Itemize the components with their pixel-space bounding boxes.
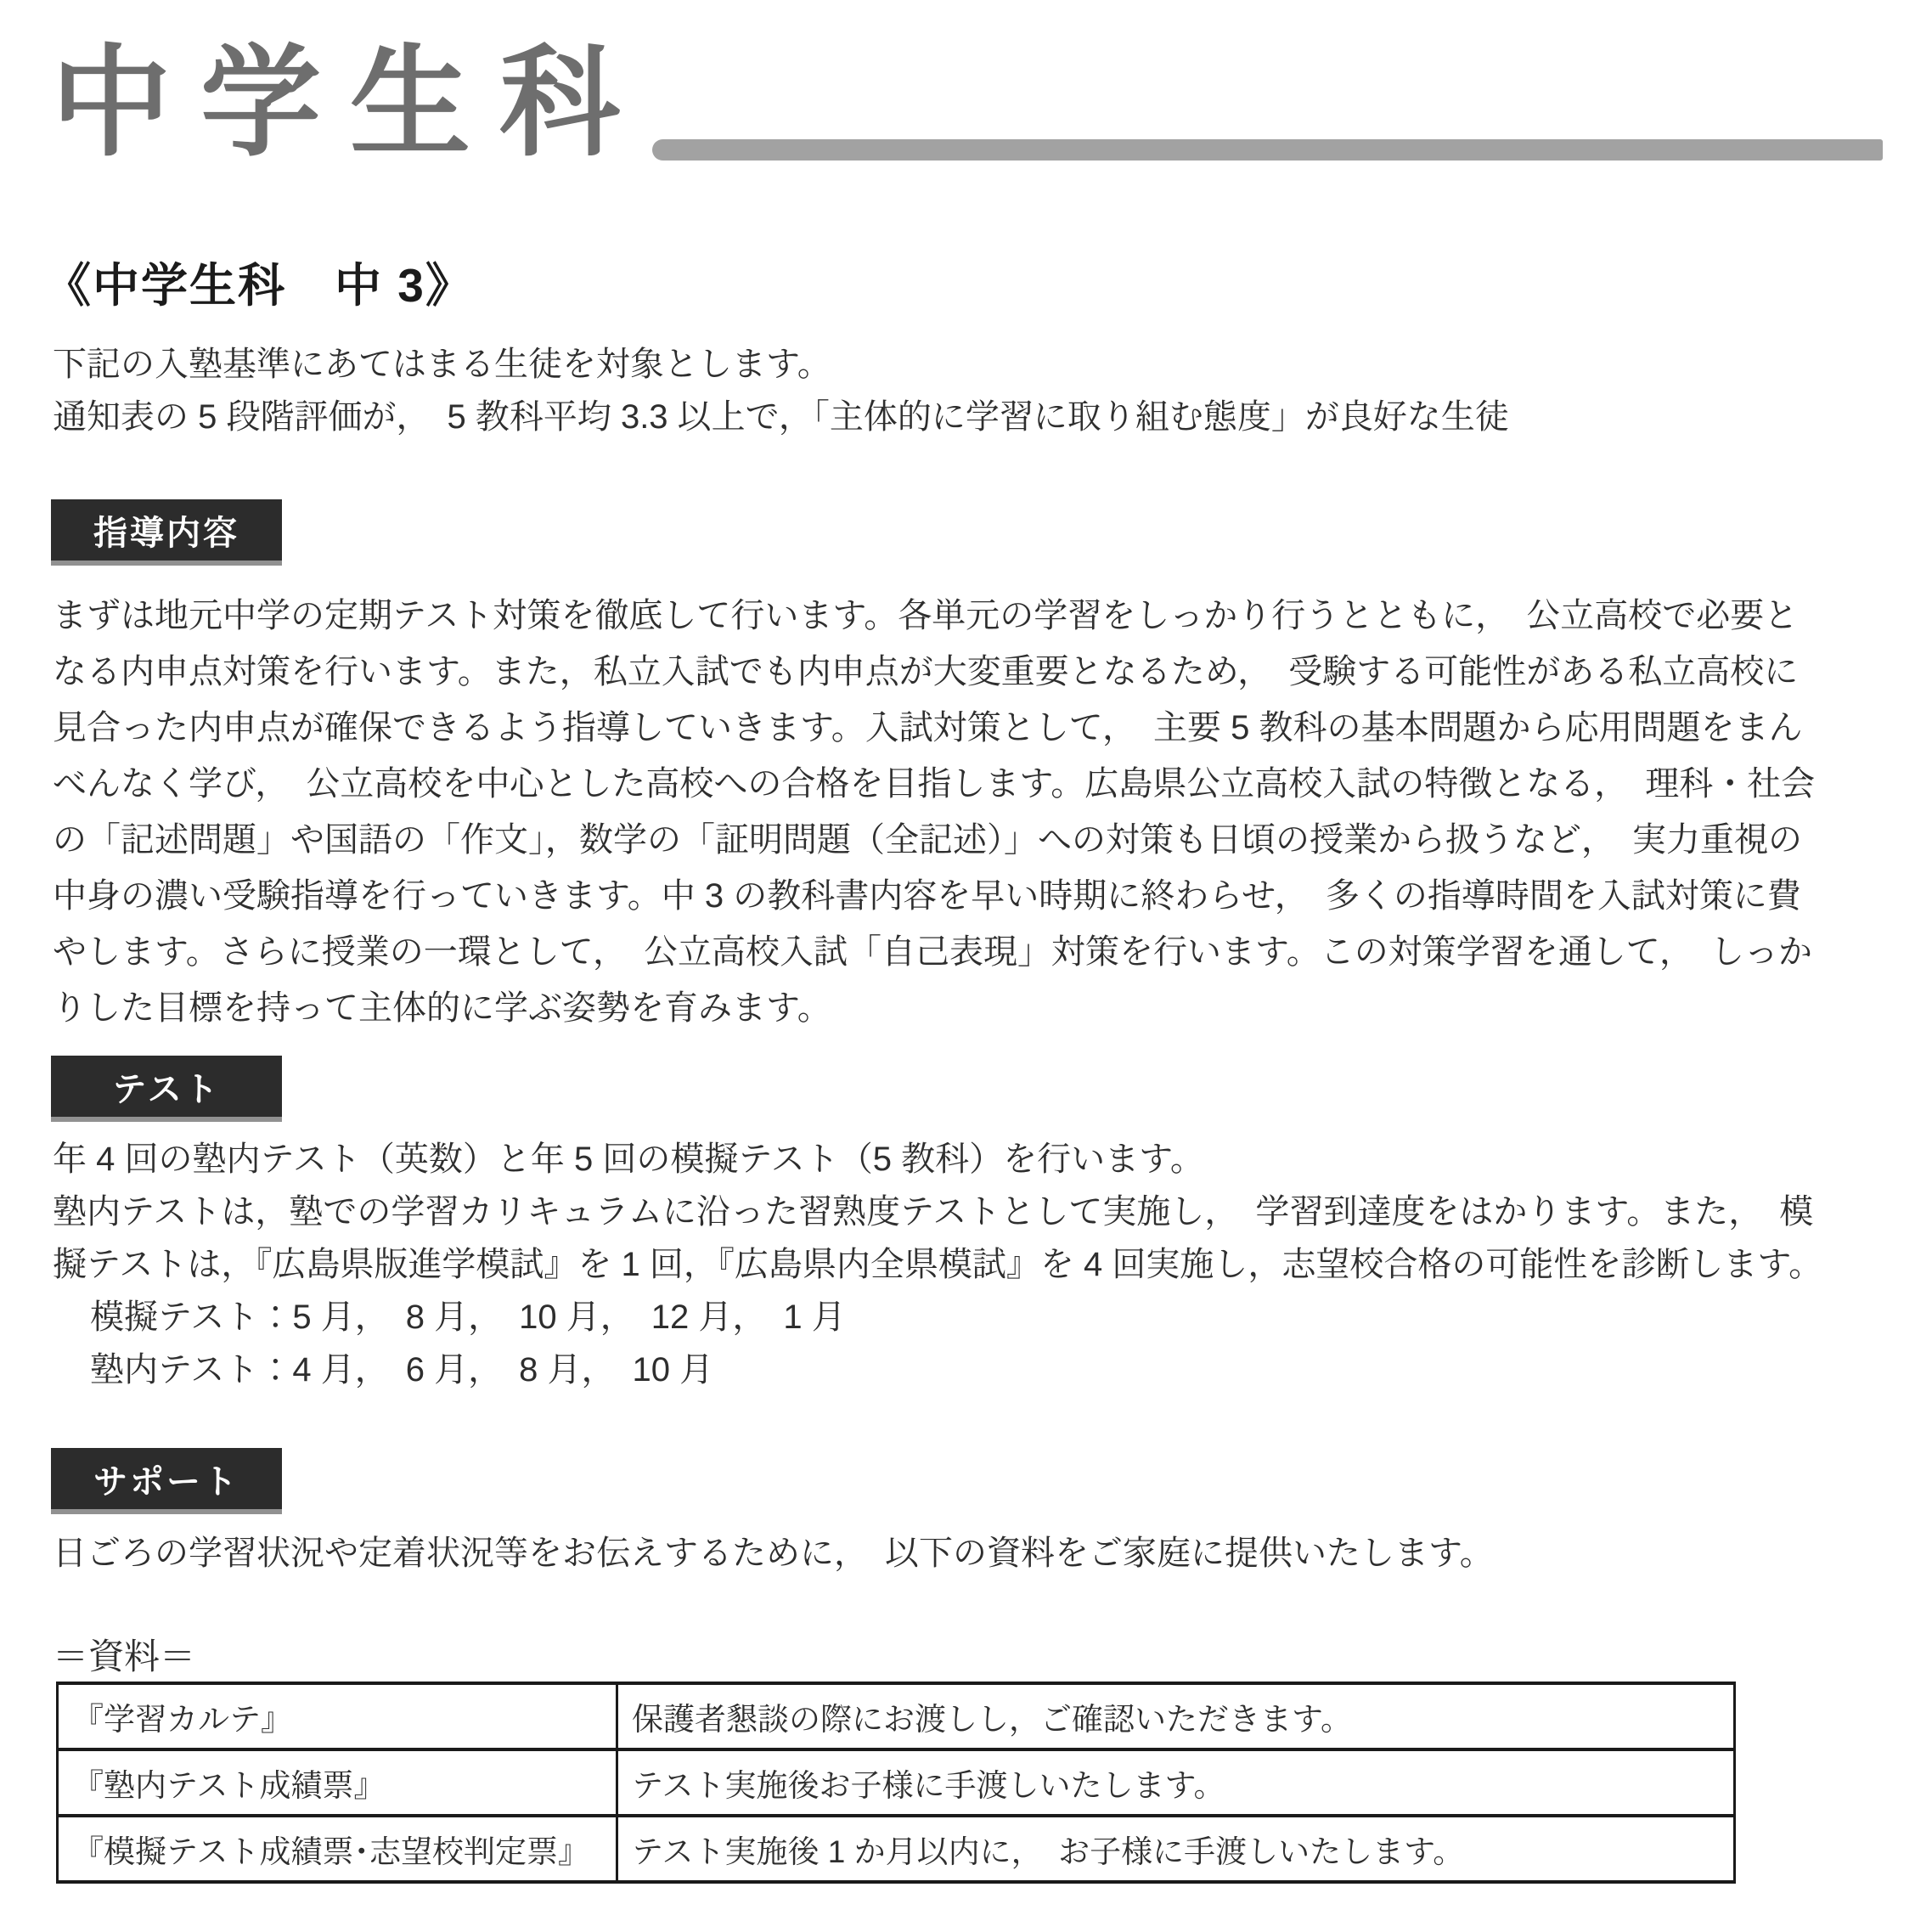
in-school-test-schedule: 塾内テスト：4 月， 6 月， 8 月， 10 月: [90, 1351, 714, 1389]
material-desc-cell: テスト実施後お子様に手渡しいたします。: [617, 1749, 1735, 1816]
materials-heading: ＝資料＝: [53, 1637, 196, 1676]
table-row: [58, 1749, 1735, 1816]
material-desc-cell: 保護者懇談の際にお渡しし，ご確認いただきます。: [617, 1683, 1735, 1749]
materials-table: [56, 1682, 1736, 1884]
intro-line: 通知表の 5 段階評価が， 5 教科平均 3.3 以上で，「主体的に学習に取り組む態度」が良好な生徒: [53, 398, 1509, 436]
guidance-line: 見合った内申点が確保できるよう指導していきます。入試対策として， 主要 5 教科の基本問題から応用問題をまん: [53, 709, 1803, 746]
masthead: [51, 36, 1883, 171]
table-row: [58, 1683, 1735, 1749]
test-line: 年 4 回の塾内テスト（英数）と年 5 回の模擬テスト（5 教科）を行います。: [53, 1141, 1204, 1178]
material-name-cell: 『塾内テスト成績票』: [58, 1749, 617, 1816]
page-title: 中学生科: [51, 36, 649, 171]
section-label-text: テスト: [112, 1070, 221, 1108]
course-heading: 《中学生科 中 3》: [44, 259, 474, 312]
guidance-line: 中身の濃い受験指導を行っていきます。中 3 の教科書内容を早い時期に終わらせ， 多くの指導時間を入試対策に費: [53, 877, 1801, 915]
section-label-text: サポート: [93, 1462, 239, 1501]
guidance-line: やします。さらに授業の一環として， 公立高校入試「自己表現」対策を行います。この対策学習を通して， しっか: [53, 933, 1812, 971]
mock-test-schedule: 模擬テスト：5 月， 8 月， 10 月， 12 月， 1 月: [90, 1299, 846, 1336]
section-label-text: 指導内容: [93, 514, 239, 552]
test-paragraph: [53, 1133, 1822, 1396]
guidance-line: べんなく学び， 公立高校を中心とした高校への合格を目指します。広島県公立高校入試の特徴となる， 理科・社会: [53, 765, 1816, 803]
table-row: [58, 1816, 1735, 1882]
course-intro: [53, 338, 1509, 443]
guidance-line: の「記述問題」や国語の「作文」，数学の「証明問題（全記述）」への対策も日頃の授業から扱うなど， 実力重視の: [53, 821, 1802, 859]
section-label-test: [51, 1056, 282, 1117]
material-name-cell: 『模擬テスト成績票･志望校判定票』: [58, 1816, 617, 1882]
title-underline-rule: [652, 139, 1883, 161]
section-label-support: [51, 1448, 282, 1509]
guidance-paragraph: [53, 588, 1815, 1036]
guidance-line: なる内申点対策を行います。また，私立入試でも内申点が大変重要となるため， 受験する可能性がある私立高校に: [53, 653, 1799, 690]
guidance-line: まずは地元中学の定期テスト対策を徹底して行います。各単元の学習をしっかり行うとともに， 公立高校で必要と: [53, 597, 1799, 634]
guidance-line: りした目標を持って主体的に学ぶ姿勢を育みます。: [53, 989, 831, 1027]
test-line: 塾内テストは，塾での学習カリキュラムに沿った習熟度テストとして実施し， 学習到達度をはかります。また， 模: [53, 1193, 1814, 1231]
material-name-cell: 『学習カルテ』: [58, 1683, 617, 1749]
support-line: 日ごろの学習状況や定着状況等をお伝えするために， 以下の資料をご家庭に提供いたします。: [53, 1535, 1494, 1572]
material-desc-cell: テスト実施後 1 か月以内に， お子様に手渡しいたします。: [617, 1816, 1735, 1882]
section-label-guidance: [51, 499, 282, 561]
intro-line: 下記の入塾基準にあてはまる生徒を対象とします。: [53, 346, 831, 383]
test-line: 擬テストは，『広島県版進学模試』を 1 回，『広島県内全県模試』を 4 回実施し，志望校合格の可能性を診断します。: [53, 1246, 1823, 1283]
support-paragraph: [53, 1527, 1494, 1580]
